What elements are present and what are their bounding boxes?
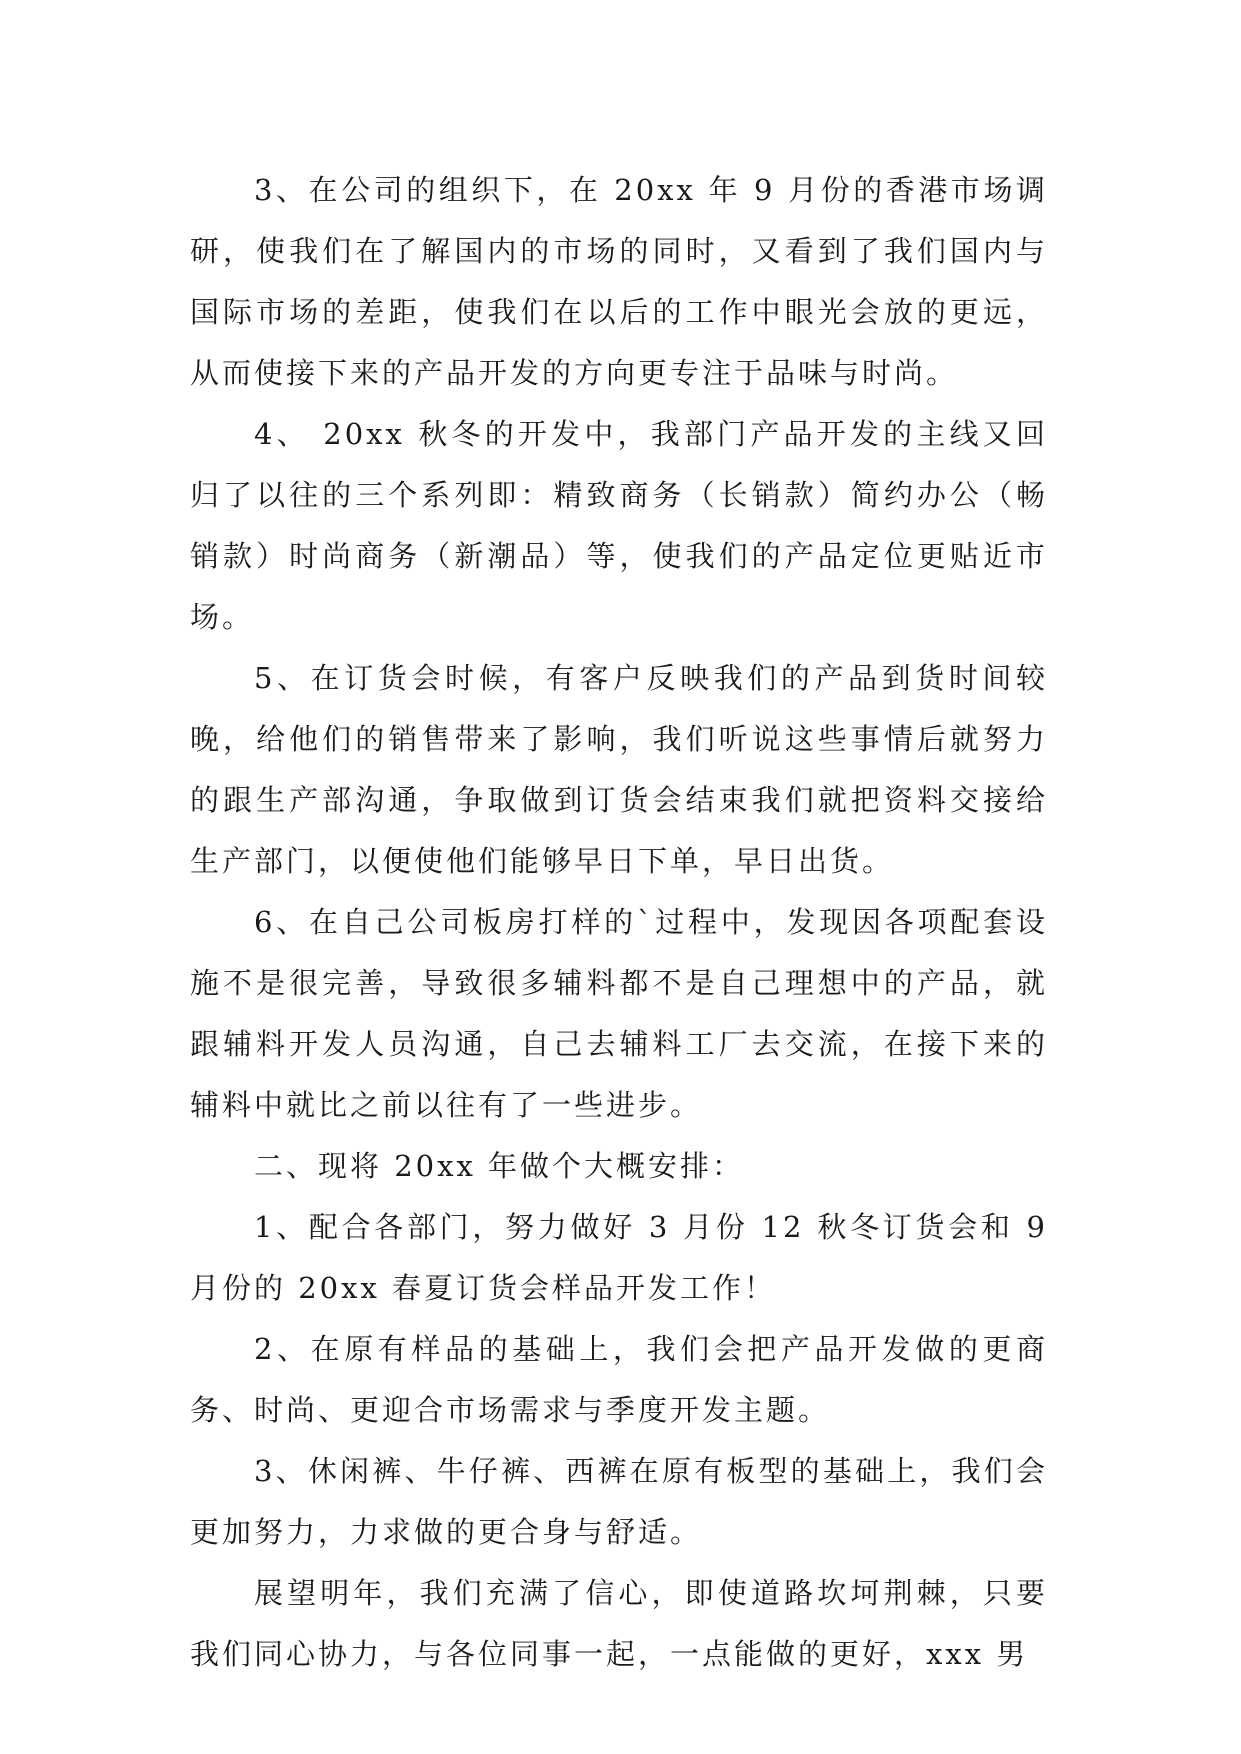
paragraph-autumn-winter-development: 4、 20xx 秋冬的开发中，我部门产品开发的主线又回归了以往的三个系列即：精致商务（长销款）简约办公（畅销款）时尚商务（新潮品）等，使我们的产品定位更贴近市场。 (190, 417, 1048, 634)
paragraph-plan-item-2: 2、在原有样品的基础上，我们会把产品开发做的更商务、时尚、更迎合市场需求与季度开发主题。 (190, 1332, 1048, 1427)
paragraph-plan-item-1: 1、配合各部门，努力做好 3 月份 12 秋冬订货会和 9 月份的 20xx 春夏订货会样品开发工作！ (190, 1210, 1048, 1305)
paragraph-outlook: 展望明年，我们充满了信心，即使道路坎坷荆棘，只要我们同心协力，与各位同事一起，一点能做的更好，xxx 男 (190, 1576, 1048, 1671)
paragraph-order-fair-delivery: 5、在订货会时候，有客户反映我们的产品到货时间较晚，给他们的销售带来了影响，我们听说这些事情后就努力的跟生产部沟通，争取做到订货会结束我们就把资料交接给生产部门，以便使他们能够早日下单，早日出货。 (190, 661, 1048, 878)
paragraph-market-research: 3、在公司的组织下，在 20xx 年 9 月份的香港市场调研，使我们在了解国内的市场的同时，又看到了我们国内与国际市场的差距，使我们在以后的工作中眼光会放的更远，从而使接下来的产品开发的方向更专注于品味与时尚。 (190, 173, 1048, 390)
paragraph-plan-item-3: 3、休闲裤、牛仔裤、西裤在原有板型的基础上，我们会更加努力，力求做的更合身与舒适。 (190, 1454, 1048, 1549)
paragraph-sample-room-accessories: 6、在自己公司板房打样的`过程中，发现因各项配套设施不是很完善，导致很多辅料都不是自己理想中的产品，就跟辅料开发人员沟通，自己去辅料工厂去交流，在接下来的辅料中就比之前以往有了一些进步。 (190, 905, 1048, 1122)
document-body (190, 160, 1048, 1685)
section-heading-annual-plan: 二、现将 20xx 年做个大概安排： (254, 1149, 745, 1183)
